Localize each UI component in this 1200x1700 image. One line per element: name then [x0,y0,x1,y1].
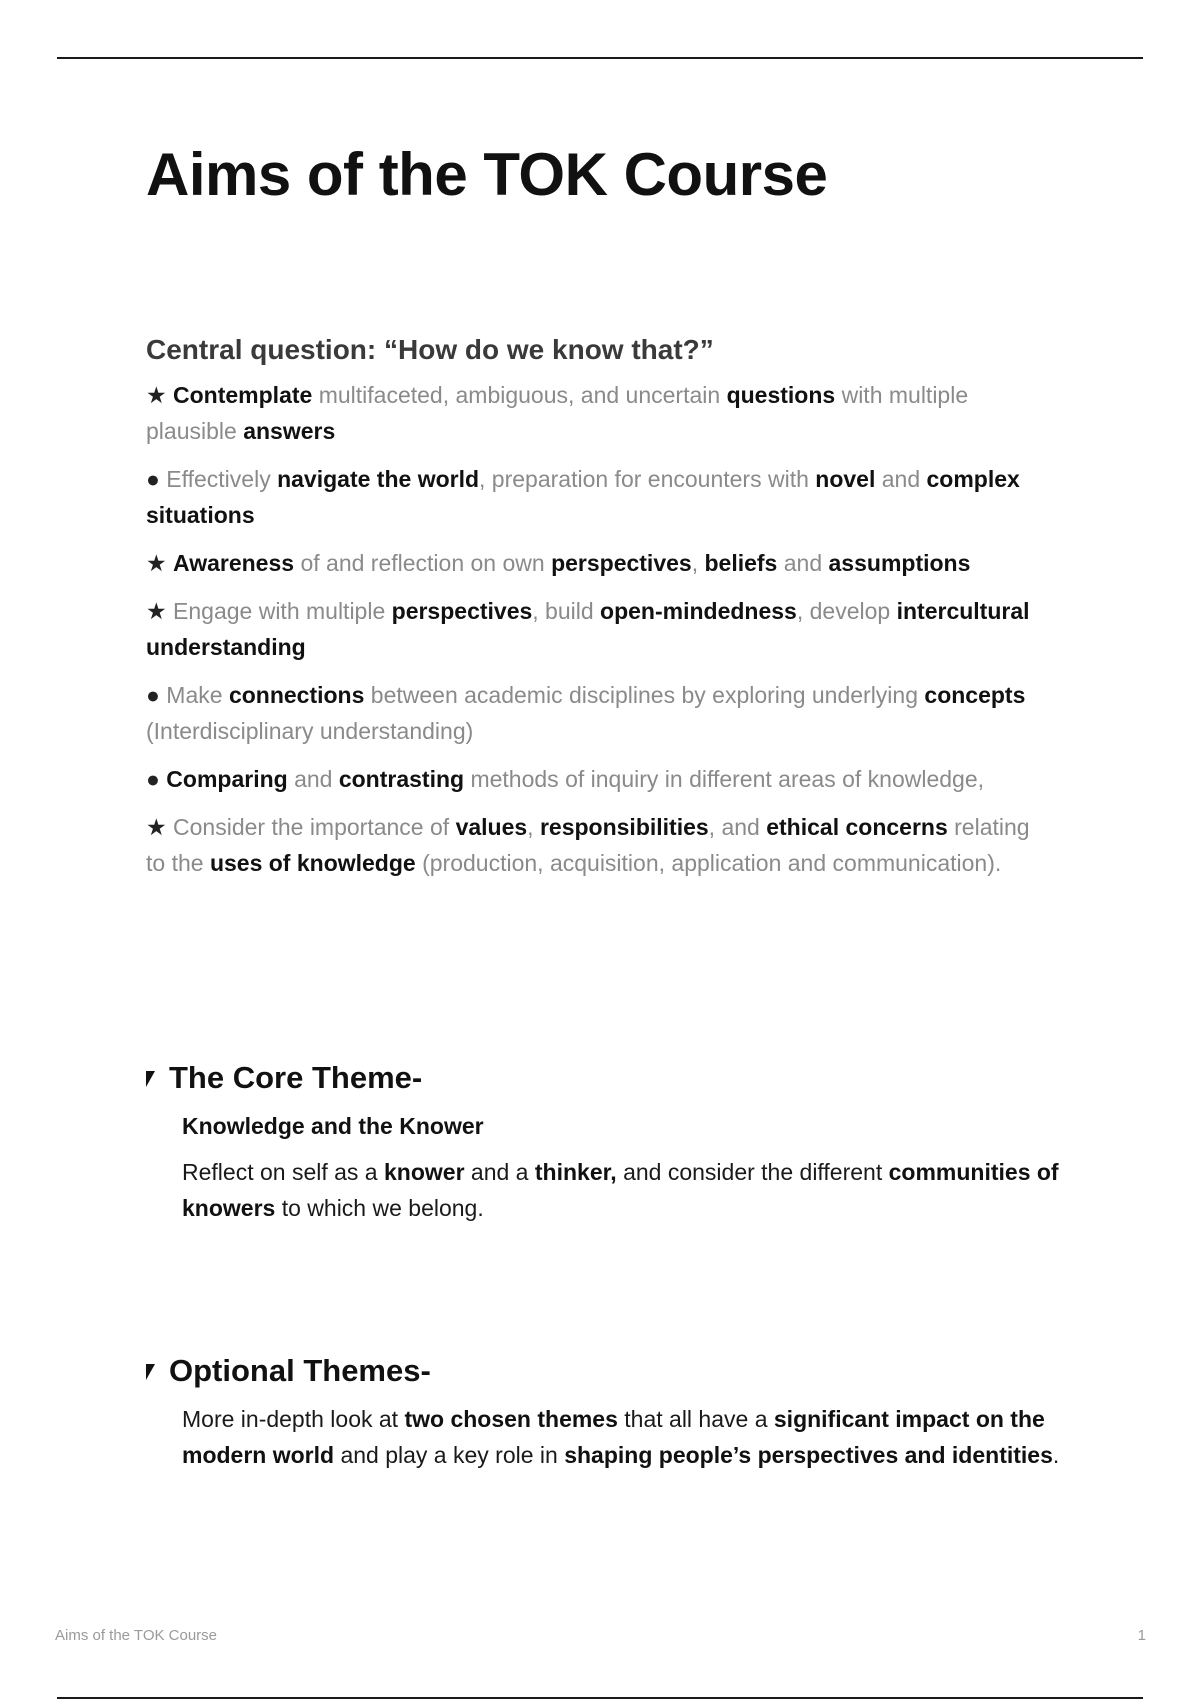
bold-text: shaping people’s perspectives and identities [564,1442,1053,1469]
central-question-heading: Central question: “How do we know that?” [146,334,714,365]
text-segment: , preparation for encounters with [479,466,816,493]
text-segment: , [691,550,705,577]
bottom-divider [57,1697,1143,1699]
bold-text: communities of knowers [182,1159,1059,1222]
bold-text: Comparing [166,766,288,793]
aim-list-item [146,761,1046,797]
triangle-down-icon[interactable] [146,1071,155,1087]
bold-text: values [455,814,528,841]
optional-themes-toggle[interactable] [146,1351,1066,1473]
bold-text: responsibilities [539,814,709,841]
text-segment: Consider the importance of [173,814,456,841]
optional-themes-toggle-header[interactable] [146,1351,1066,1391]
bold-text: two chosen themes [404,1406,618,1433]
text-segment: , develop [796,598,897,625]
text-segment: More in-depth look at [182,1406,405,1433]
bullet-icon: ● [146,682,160,709]
footer-page-number: 1 [1137,1627,1146,1644]
text-segment: with multiple plausible [146,382,969,445]
optional-themes-body [182,1401,1066,1473]
text-segment: between academic disciplines by exploring underlying [364,682,925,709]
optional-themes-title: Optional Themes- [169,1353,431,1388]
star-icon: ★ [146,598,167,625]
text-segment: to which we belong. [275,1195,484,1222]
text-segment: multifaceted, ambiguous, and uncertain [312,382,727,409]
bullet-icon: ● [146,466,160,493]
text-segment: (Interdisciplinary understanding) [146,718,474,745]
text-segment: that all have a [617,1406,774,1433]
bold-text: connections [228,682,365,709]
bold-text: open-mindedness [600,598,797,625]
triangle-down-icon[interactable] [146,1364,155,1380]
core-theme-toggle[interactable] [146,1058,1066,1226]
bold-text: navigate the world [277,466,480,493]
text-segment: and [777,550,829,577]
text-segment: Reflect on self as a [182,1159,384,1186]
aim-list-item [146,461,1046,533]
core-theme-subtitle: Knowledge and the Knower [182,1113,484,1140]
text-segment: Effectively [166,466,278,493]
aim-list-item [146,593,1046,665]
bold-text: concepts [924,682,1026,709]
bold-text: perspectives [551,550,692,577]
bold-text: answers [243,418,336,445]
text-segment: methods of inquiry in different areas of knowledge, [464,766,985,793]
core-theme-body [182,1108,1066,1226]
bold-text: complex situations [146,466,1020,529]
bold-text: intercultural understanding [146,598,1030,661]
optional-themes-description [182,1401,1066,1473]
text-segment: relating to the [146,814,1030,877]
aim-list-item [146,677,1046,749]
text-segment: , build [532,598,601,625]
bold-text: thinker, [534,1159,617,1186]
core-theme-toggle-header[interactable] [146,1058,1066,1098]
text-segment: and consider the different [616,1159,889,1186]
aim-list-item [146,377,1046,449]
star-icon: ★ [146,814,167,841]
bold-text: significant impact on the modern world [182,1406,1045,1469]
page-title: Aims of the TOK Course [146,141,828,208]
bold-text: knower [384,1159,465,1186]
bold-text: perspectives [391,598,533,625]
text-segment: , and [708,814,767,841]
bold-text: questions [726,382,836,409]
bullet-icon: ● [146,766,160,793]
text-segment: and [875,466,927,493]
bold-text: beliefs [704,550,778,577]
bold-text: novel [815,466,876,493]
aim-list-item [146,545,1046,581]
bold-text: ethical concerns [766,814,948,841]
bold-text: Awareness [173,550,295,577]
bold-text: Contemplate [173,382,313,409]
bold-text: contrasting [338,766,465,793]
text-segment: , [527,814,540,841]
text-segment: and [287,766,339,793]
footer-document-title: Aims of the TOK Course [55,1627,218,1644]
aim-list-item [146,809,1046,881]
star-icon: ★ [146,382,167,409]
bold-text: assumptions [828,550,971,577]
top-divider [57,57,1143,59]
text-segment: of and reflection on own [294,550,552,577]
text-segment: and a [464,1159,535,1186]
text-segment: . [1052,1442,1060,1469]
text-segment: Make [166,682,229,709]
star-icon: ★ [146,550,167,577]
aims-section [146,330,1046,893]
text-segment: Engage with multiple [173,598,392,625]
text-segment: (production, acquisition, application and communication). [415,850,1002,877]
bold-text: uses of knowledge [209,850,416,877]
core-theme-title: The Core Theme- [169,1060,423,1095]
text-segment: and play a key role in [334,1442,565,1469]
aims-list [146,377,1046,881]
core-theme-description [182,1154,1066,1226]
